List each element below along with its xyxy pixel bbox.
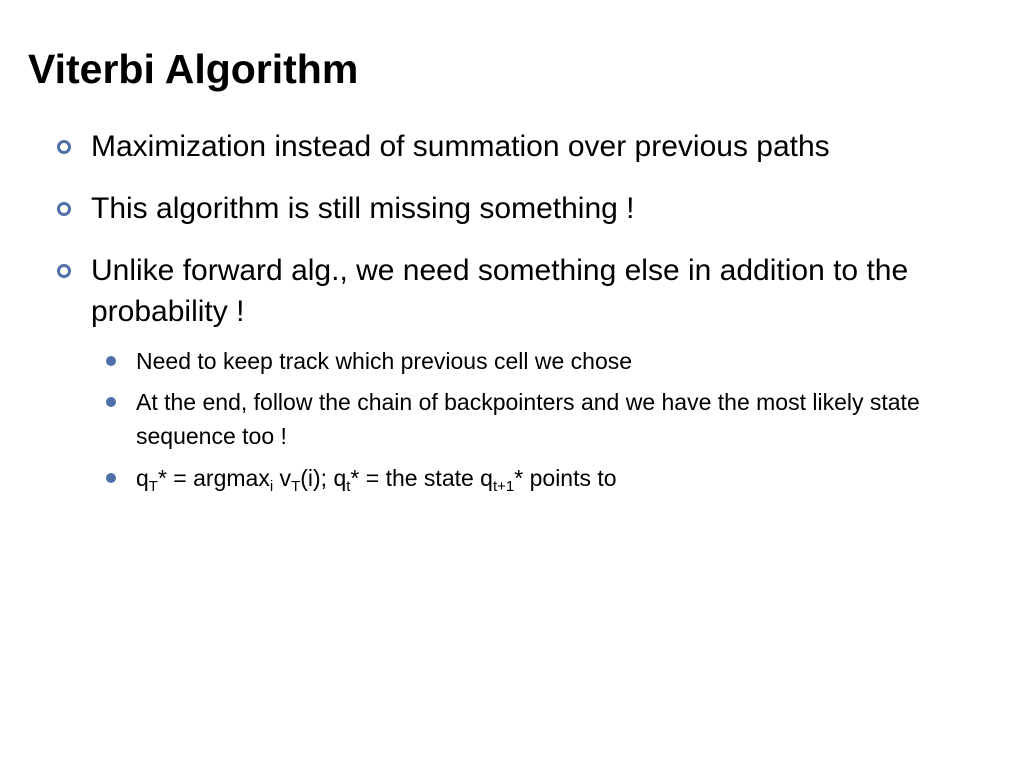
bullet-item — [91, 250, 991, 332]
sub-bullet-item — [136, 385, 976, 453]
sub-bullet-text: Need to keep track which previous cell we chose — [136, 348, 633, 374]
ring-bullet-icon — [57, 202, 71, 216]
bullet-item — [91, 126, 991, 167]
bullet-text: Unlike forward alg., we need something else in addition to the probability ! — [91, 254, 909, 328]
slide-title: Viterbi Algorithm — [28, 46, 359, 92]
ring-bullet-icon — [57, 140, 71, 154]
bullet-text: This algorithm is still missing something ! — [91, 192, 635, 225]
sub-bullet-text: At the end, follow the chain of backpointers and we have the most likely state sequence too ! — [136, 389, 920, 449]
dot-bullet-icon — [106, 356, 116, 366]
sub-bullet-item — [136, 461, 976, 495]
bullet-item — [91, 188, 991, 229]
ring-bullet-icon — [57, 264, 71, 278]
bullet-text: Maximization instead of summation over previous paths — [91, 130, 830, 163]
dot-bullet-icon — [106, 473, 116, 483]
sub-bullet-item — [136, 344, 976, 378]
formula-text: $q_T* = argmax_i$ $v_T(i)$; $q_t*$ = the state $q_{t+1}*$ points to — [136, 465, 617, 495]
dot-bullet-icon — [106, 397, 116, 407]
